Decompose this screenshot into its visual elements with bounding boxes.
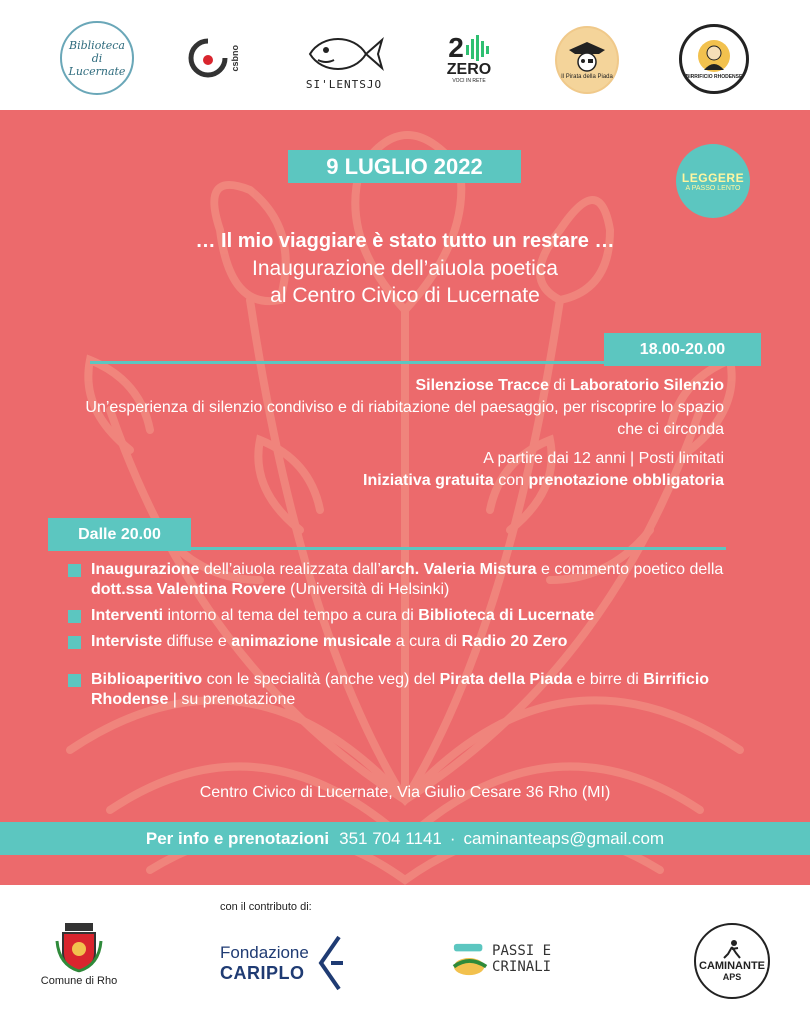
event-date: 9 LUGLIO 2022 bbox=[288, 150, 521, 183]
radio-word: ZERO bbox=[446, 61, 492, 78]
silentsjo-text: SI'LENTSJO bbox=[305, 77, 383, 91]
session1-with: con bbox=[493, 472, 529, 489]
hills-icon bbox=[452, 941, 488, 977]
csbno-logo bbox=[180, 28, 246, 88]
fish-icon bbox=[304, 30, 384, 78]
item3-a: Interviste bbox=[91, 633, 163, 650]
equalizer-icon bbox=[466, 35, 490, 61]
event-subtitle-line1: Inaugurazione dell’aiuola poetica bbox=[252, 257, 558, 280]
biblioteca-logo-text: Biblioteca di Lucernate bbox=[68, 38, 126, 78]
aps-text: APS bbox=[722, 972, 742, 982]
session1-org: Laboratorio Silenzio bbox=[570, 377, 724, 394]
item4-f: | su prenotazione bbox=[168, 691, 296, 708]
birrificio-rhodense-logo bbox=[679, 24, 749, 94]
list-item bbox=[68, 560, 728, 600]
list-item bbox=[68, 606, 728, 626]
birrificio-text: BIRRIFICIO RHODENSE bbox=[685, 74, 743, 80]
item2-a: Interventi bbox=[91, 607, 164, 624]
session1-divider bbox=[90, 361, 604, 364]
event-address: Centro Civico di Lucernate, Via Giulio Cesare 36 Rho (MI) bbox=[199, 784, 611, 801]
session1-details bbox=[64, 375, 724, 492]
item4-c: Pirata della Piada bbox=[439, 671, 573, 688]
item3-b: diffuse e bbox=[162, 633, 232, 650]
radio-20-zero-logo bbox=[438, 30, 500, 88]
sponsor-footer bbox=[0, 885, 810, 1012]
item4-d: e birre di bbox=[572, 671, 644, 688]
pirata-text: Il Pirata della Piada bbox=[561, 74, 613, 80]
info-separator: · bbox=[449, 828, 456, 848]
session1-di: di bbox=[548, 377, 571, 394]
item1-f: (Università di Helsinki) bbox=[285, 581, 450, 598]
info-phone[interactable]: 351 704 1141 bbox=[339, 828, 442, 848]
session1-description: Un’esperienza di silenzio condiviso e di riabitazione del paesaggio, per riscoprire lo spazio che ci circonda bbox=[85, 399, 724, 438]
item4-a: Biblioaperitivo bbox=[91, 671, 203, 688]
item2-b: intorno al tema del tempo a cura di bbox=[163, 607, 419, 624]
session1-name: Silenziose Tracce bbox=[415, 377, 549, 394]
radio-subtitle: VOCI IN RETE bbox=[452, 78, 486, 84]
list-item bbox=[68, 670, 728, 710]
session1-heading bbox=[64, 375, 724, 397]
event-quote-title: … Il mio viaggiare è stato tutto un restare … bbox=[195, 230, 615, 252]
badge-subtitle: A PASSO LENTO bbox=[685, 184, 741, 192]
item4-e: Birrificio Rhodense bbox=[91, 671, 710, 708]
pirata-della-piada-logo bbox=[555, 26, 619, 94]
csbno-text: csbno bbox=[230, 44, 240, 72]
portrait-icon bbox=[696, 38, 732, 74]
coat-of-arms-icon bbox=[55, 921, 103, 973]
cariplo-text: CARIPLO bbox=[220, 963, 305, 983]
bullet-square-icon bbox=[68, 610, 81, 623]
skull-pirate-icon bbox=[567, 40, 607, 74]
biblioteca-lucernate-logo bbox=[60, 21, 134, 95]
item4-b: con le specialità (anche veg) del bbox=[202, 671, 440, 688]
item1-c: arch. Valeria Mistura bbox=[380, 561, 537, 578]
fondazione-text: Fondazione bbox=[220, 943, 309, 962]
event-subtitle-line2: al Centro Civico di Lucernate bbox=[270, 284, 540, 307]
comune-di-rho-logo bbox=[34, 921, 124, 991]
walker-icon bbox=[720, 940, 744, 960]
caminante-text: CAMINANTE bbox=[699, 960, 765, 972]
badge-title: LEGGERE bbox=[681, 170, 745, 185]
item3-d: a cura di bbox=[391, 633, 462, 650]
passi-text: PASSI E CRINALI bbox=[492, 943, 552, 975]
partner-logos-header bbox=[0, 0, 810, 110]
flower-book-illustration bbox=[0, 110, 810, 885]
session1-free: Iniziativa gratuita bbox=[363, 472, 494, 489]
cariplo-mark-icon bbox=[315, 935, 345, 991]
session1-booking-required: prenotazione obbligatoria bbox=[528, 472, 724, 489]
session2-program-list bbox=[68, 560, 728, 716]
radio-number: 2 bbox=[448, 32, 464, 63]
contribution-label: con il contributo di: bbox=[220, 901, 312, 913]
passi-e-crinali-logo bbox=[452, 939, 612, 979]
fondazione-cariplo-logo bbox=[220, 933, 360, 993]
session2-time: Dalle 20.00 bbox=[48, 518, 191, 551]
item1-a: Inaugurazione bbox=[91, 561, 200, 578]
list-item bbox=[68, 632, 728, 652]
comune-label: Comune di Rho bbox=[40, 975, 118, 987]
bullet-square-icon bbox=[68, 636, 81, 649]
caminante-aps-logo bbox=[694, 923, 770, 999]
info-contact-bar bbox=[0, 822, 810, 855]
info-label: Per info e prenotazioni bbox=[145, 828, 330, 848]
item1-b: dell’aiuola realizzata dall’ bbox=[199, 561, 381, 578]
silentsjo-logo bbox=[302, 25, 386, 95]
item1-d: e commento poetico della bbox=[536, 561, 724, 578]
bullet-square-icon bbox=[68, 674, 81, 687]
item3-e: Radio 20 Zero bbox=[461, 633, 568, 650]
leggere-a-passo-lento-badge bbox=[676, 144, 750, 218]
csbno-mark-icon bbox=[186, 36, 230, 80]
item2-c: Biblioteca di Lucernate bbox=[418, 607, 595, 624]
bullet-square-icon bbox=[68, 564, 81, 577]
event-poster-body bbox=[0, 110, 810, 885]
info-email[interactable]: caminanteaps@gmail.com bbox=[463, 828, 665, 848]
item1-e: dott.ssa Valentina Rovere bbox=[91, 581, 286, 598]
session1-time: 18.00-20.00 bbox=[604, 333, 761, 366]
item3-c: animazione musicale bbox=[231, 633, 392, 650]
session2-divider bbox=[191, 547, 726, 550]
session1-booking bbox=[64, 470, 724, 492]
session1-age: A partire dai 12 anni | Posti limitati bbox=[483, 450, 724, 467]
